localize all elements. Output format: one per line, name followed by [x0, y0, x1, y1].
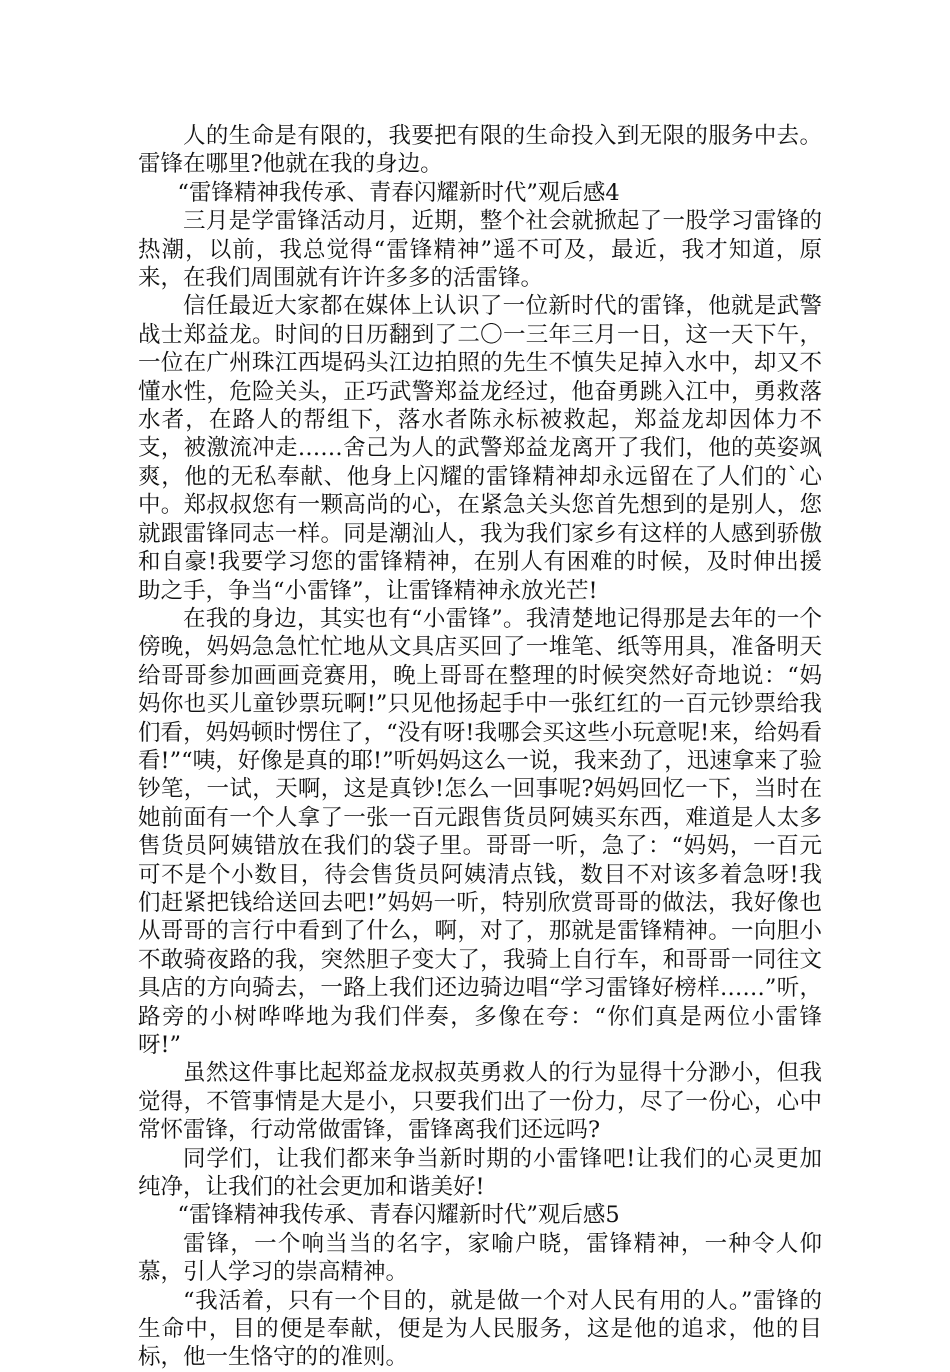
- document-body: [138, 122, 822, 1372]
- section-heading: “雷锋精神我传承、青春闪耀新时代”观后感4: [177, 179, 620, 206]
- paragraph: 信任最近大家都在媒体上认识了一位新时代的雷锋，他就是武警战士郑益龙。时间的日历翻到了二〇一三年三月一日，这一天下午，一位在广州珠江西堤码头江边拍照的先生不慎失足掉入水中，却又不懂水性，危险关头，正巧武警郑益龙经过，他奋勇跳入江中，勇救落水者，在路人的帮组下，落水者陈永标被救起，郑益龙却因体力不支，被激流冲走……舍己为人的武警郑益龙离开了我们，他的英姿飒爽，他的无私奉献、他身上闪耀的雷锋精神却永远留在了人们的`心中。郑叔叔您有一颗高尚的心，在紧急关头您首先想到的是别人，您就跟雷锋同志一样。同是潮汕人，我为我们家乡有这样的人感到骄傲和自豪!我要学习您的雷锋精神，在别人有困难的时候，及时伸出援助之手，争当“小雷锋”，让雷锋精神永放光芒!: [138, 293, 822, 604]
- paragraph: 雷锋，一个响当当的名字，家喻户晓，雷锋精神，一种令人仰慕，引人学习的崇高精神。: [138, 1230, 822, 1286]
- paragraph: 人的生命是有限的，我要把有限的生命投入到无限的服务中去。雷锋在哪里?他就在我的身边。: [138, 123, 822, 178]
- paragraph: 三月是学雷锋活动月，近期，整个社会就掀起了一股学习雷锋的热潮，以前，我总觉得“雷锋精神”遥不可及，最近，我才知道，原来，在我们周围就有许许多多的活雷锋。: [138, 208, 822, 292]
- paragraph: 在我的身边，其实也有“小雷锋”。我清楚地记得那是去年的一个傍晚，妈妈急急忙忙地从文具店买回了一堆笔、纸等用具，准备明天给哥哥参加画画竞赛用，晚上哥哥在整理的时候突然好奇地说：“妈妈你也买儿童钞票玩啊!”只见他扬起手中一张红红的一百元钞票给我们看，妈妈顿时愣住了，“没有呀!我哪会买这些小玩意呢!来，给妈看看!”“咦，好像是真的耶!”听妈妈这么一说，我来劲了，迅速拿来了验钞笔，一试，天啊，这是真钞!怎么一回事呢?妈妈回忆一下，当时在她前面有一个人拿了一张一百元跟售货员阿姨买东西，难道是人太多售货员阿姨错放在我们的袋子里。哥哥一听，急了：“妈妈，一百元可不是个小数目，待会售货员阿姨清点钱，数目不对该多着急呀!我们赶紧把钱给送回去吧!”妈妈一听，特别欣赏哥哥的做法，我好像也从哥哥的言行中看到了什么，啊，对了，那就是雷锋精神。一向胆小不敢骑夜路的我，突然胆子变大了，我骑上自行车，和哥哥一同往文具店的方向骑去，一路上我们还边骑边唱“学习雷锋好榜样……”听，路旁的小树哗哗地为我们伴奏，多像在夸：“你们真是两位小雷锋呀!”: [138, 605, 822, 1058]
- paragraph: 虽然这件事比起郑益龙叔叔英勇救人的行为显得十分渺小，但我觉得，不管事情是大是小，只要我们出了一份力，尽了一份心，心中常怀雷锋，行动常做雷锋，雷锋离我们还远吗?: [138, 1060, 822, 1144]
- paragraph: 同学们，让我们都来争当新时期的小雷锋吧!让我们的心灵更加纯净，让我们的社会更加和谐美好!: [138, 1145, 822, 1201]
- paragraph: “我活着，只有一个目的，就是做一个对人民有用的人。”雷锋的生命中，目的便是奉献，便是为人民服务，这是他的追求，他的目标，他一生恪守的的准则。: [138, 1287, 822, 1371]
- section-heading: “雷锋精神我传承、青春闪耀新时代”观后感5: [177, 1202, 620, 1229]
